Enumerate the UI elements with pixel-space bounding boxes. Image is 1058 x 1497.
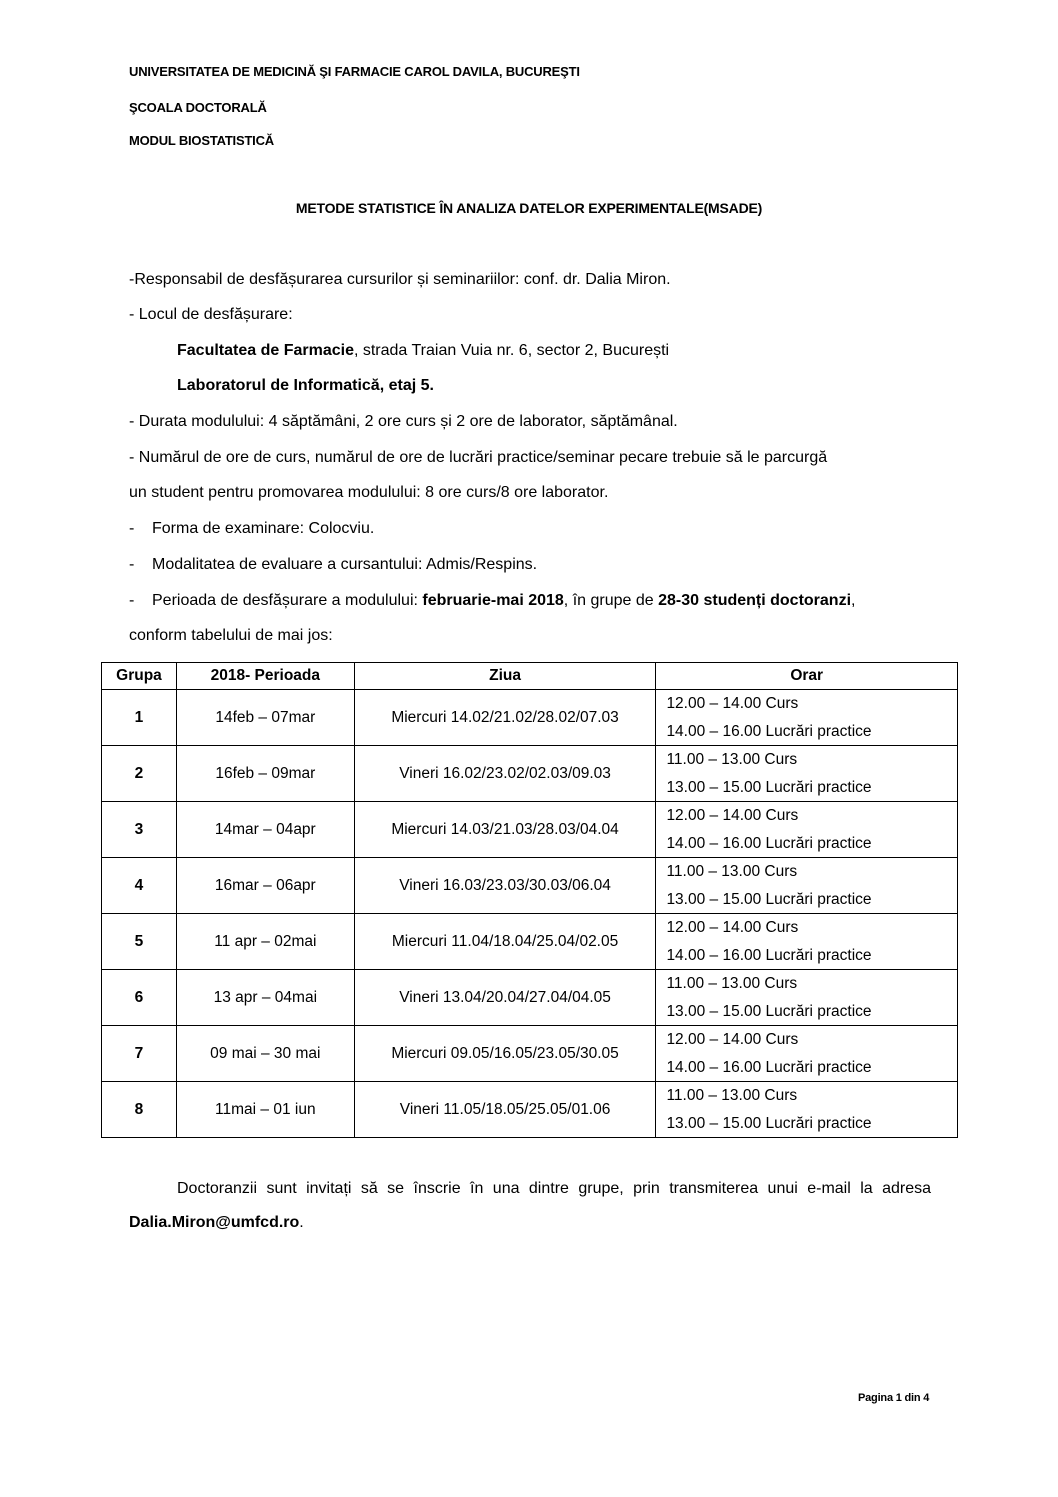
numar-line-1: - Numărul de ore de curs, numărul de ore de lucrări practice/seminar pecare trebuie să le parcurgă xyxy=(129,449,828,466)
faculty-name: Facultatea de Farmacie xyxy=(177,342,354,359)
cell-ziua: Vineri 13.04/20.04/27.04/04.05 xyxy=(354,970,656,1026)
perioada-months: februarie-mai 2018 xyxy=(422,592,564,609)
locul-line: - Locul de desfășurare: xyxy=(129,306,293,323)
forma-line: Forma de examinare: Colocviu. xyxy=(152,520,375,537)
orar-curs: 12.00 – 14.00 Curs xyxy=(666,919,799,936)
header-grupa: Grupa xyxy=(102,663,177,690)
orar-curs: 11.00 – 13.00 Curs xyxy=(666,1087,798,1104)
orar-lucrari: 14.00 – 16.00 Lucrări practice xyxy=(666,722,872,740)
orar-lucrari: 14.00 – 16.00 Lucrări practice xyxy=(666,1058,872,1076)
table-row xyxy=(102,746,958,802)
table-row xyxy=(102,1026,958,1082)
cell-orar xyxy=(656,970,958,1026)
cell-grupa: 6 xyxy=(102,970,177,1026)
faculty-address: , strada Traian Vuia nr. 6, sector 2, București xyxy=(353,342,670,359)
header-ziua: Ziua xyxy=(354,663,656,690)
cell-grupa: 8 xyxy=(102,1082,177,1138)
table-row xyxy=(102,1082,958,1138)
cell-orar xyxy=(656,914,958,970)
school-name: ŞCOALA DOCTORALĂ xyxy=(129,100,267,115)
perioada-text-e: , xyxy=(851,592,856,609)
cell-orar xyxy=(656,802,958,858)
perioada-line xyxy=(152,592,855,610)
invite-paragraph xyxy=(129,1172,931,1240)
cell-ziua: Miercuri 14.03/21.03/28.03/04.04 xyxy=(354,802,656,858)
contact-email[interactable]: Dalia.Miron@umfcd.ro xyxy=(129,1214,300,1231)
table-row xyxy=(102,914,958,970)
numar-line-2: un student pentru promovarea modulului: 8 ore curs/8 ore laborator. xyxy=(129,484,609,501)
bullet-dash: - xyxy=(129,520,135,537)
bullet-dash: - xyxy=(129,592,135,609)
cell-ziua: Vineri 16.02/23.02/02.03/09.03 xyxy=(354,746,656,802)
cell-perioada: 14feb – 07mar xyxy=(176,690,354,746)
cell-ziua: Miercuri 09.05/16.05/23.05/30.05 xyxy=(354,1026,656,1082)
orar-lucrari: 13.00 – 15.00 Lucrări practice xyxy=(666,778,872,796)
university-name: UNIVERSITATEA DE MEDICINĂ ŞI FARMACIE CAROL DAVILA, BUCUREŞTI xyxy=(129,64,580,79)
table-header-row xyxy=(102,663,958,690)
orar-curs: 12.00 – 14.00 Curs xyxy=(666,807,799,824)
durata-line: - Durata modulului: 4 săptămâni, 2 ore curs și 2 ore de laborator, săptămânal. xyxy=(129,413,678,430)
cell-grupa: 3 xyxy=(102,802,177,858)
cell-perioada: 13 apr – 04mai xyxy=(176,970,354,1026)
cell-orar xyxy=(656,1026,958,1082)
table-row xyxy=(102,690,958,746)
cell-ziua: Vineri 11.05/18.05/25.05/01.06 xyxy=(354,1082,656,1138)
table-row xyxy=(102,970,958,1026)
cell-perioada: 14mar – 04apr xyxy=(176,802,354,858)
invite-text: Doctoranzii sunt invitați să se înscrie în una dintre grupe, prin transmiterea unui e-mail la adresa xyxy=(177,1180,931,1197)
cell-orar xyxy=(656,690,958,746)
cell-grupa: 5 xyxy=(102,914,177,970)
bullet-dash: - xyxy=(129,556,135,573)
cell-orar xyxy=(656,746,958,802)
cell-grupa: 2 xyxy=(102,746,177,802)
perioada-group-size: 28-30 studenți doctoranzi xyxy=(658,592,852,609)
invite-end: . xyxy=(299,1214,304,1231)
cell-ziua: Vineri 16.03/23.03/30.03/06.04 xyxy=(354,858,656,914)
page-number: Pagina 1 din 4 xyxy=(858,1392,930,1404)
perioada-text-a: Perioada de desfășurare a modulului: xyxy=(152,592,423,609)
cell-ziua: Miercuri 11.04/18.04/25.04/02.05 xyxy=(354,914,656,970)
module-name: MODUL BIOSTATISTICĂ xyxy=(129,133,274,148)
orar-lucrari: 13.00 – 15.00 Lucrări practice xyxy=(666,890,872,908)
location-faculty xyxy=(177,342,669,360)
table-row xyxy=(102,858,958,914)
orar-lucrari: 14.00 – 16.00 Lucrări practice xyxy=(666,834,872,852)
responsabil-line: -Responsabil de desfășurarea cursurilor și seminariilor: conf. dr. Dalia Miron. xyxy=(129,271,671,288)
cell-grupa: 1 xyxy=(102,690,177,746)
conform-line: conform tabelului de mai jos: xyxy=(129,627,333,644)
orar-curs: 12.00 – 14.00 Curs xyxy=(666,1031,799,1048)
cell-grupa: 4 xyxy=(102,858,177,914)
orar-curs: 11.00 – 13.00 Curs xyxy=(666,751,798,768)
cell-perioada: 11 apr – 02mai xyxy=(176,914,354,970)
cell-perioada: 11mai – 01 iun xyxy=(176,1082,354,1138)
orar-curs: 12.00 – 14.00 Curs xyxy=(666,695,799,712)
header-orar: Orar xyxy=(656,663,958,690)
orar-lucrari: 13.00 – 15.00 Lucrări practice xyxy=(666,1114,872,1132)
cell-orar xyxy=(656,858,958,914)
cell-perioada: 09 mai – 30 mai xyxy=(176,1026,354,1082)
orar-lucrari: 13.00 – 15.00 Lucrări practice xyxy=(666,1002,872,1020)
perioada-text-c: , în grupe de xyxy=(563,592,659,609)
table-row xyxy=(102,802,958,858)
orar-curs: 11.00 – 13.00 Curs xyxy=(666,975,798,992)
cell-ziua: Miercuri 14.02/21.02/28.02/07.03 xyxy=(354,690,656,746)
cell-perioada: 16feb – 09mar xyxy=(176,746,354,802)
cell-grupa: 7 xyxy=(102,1026,177,1082)
orar-lucrari: 14.00 – 16.00 Lucrări practice xyxy=(666,946,872,964)
orar-curs: 11.00 – 13.00 Curs xyxy=(666,863,798,880)
location-lab: Laboratorul de Informatică, etaj 5. xyxy=(177,377,434,394)
document-title: METODE STATISTICE ÎN ANALIZA DATELOR EXPERIMENTALE(MSADE) xyxy=(295,200,763,216)
header-perioada: 2018- Perioada xyxy=(176,663,354,690)
modalitatea-line: Modalitatea de evaluare a cursantului: Admis/Respins. xyxy=(152,556,538,573)
cell-orar xyxy=(656,1082,958,1138)
cell-perioada: 16mar – 06apr xyxy=(176,858,354,914)
schedule-table xyxy=(101,662,958,1138)
